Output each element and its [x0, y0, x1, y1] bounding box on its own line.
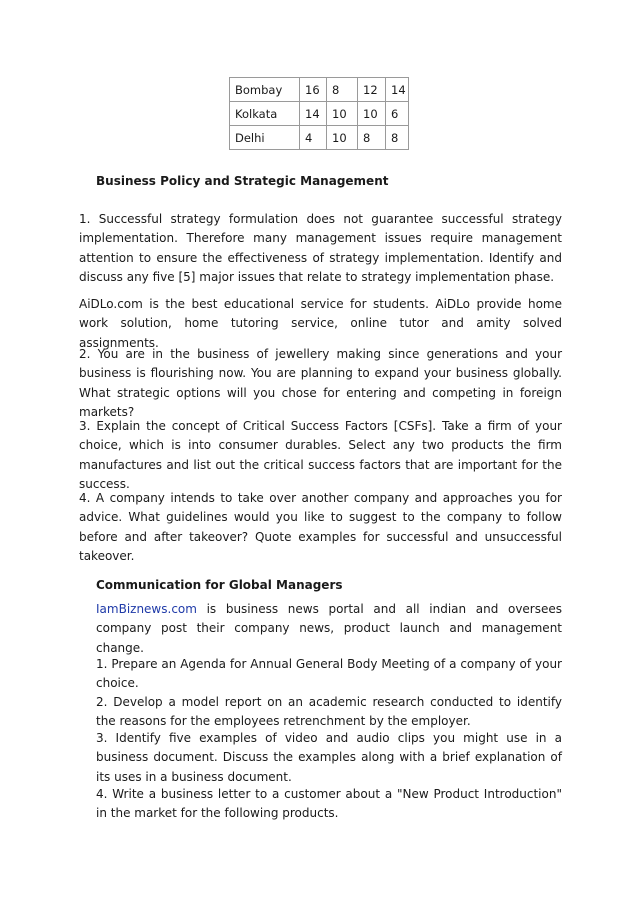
promo-aidlo: AiDLo.com is the best educational service for students. AiDLo provide home work solution, home tutoring service, online tutor and amity solved assignments. — [79, 297, 562, 350]
table-cell: 4 — [300, 126, 327, 150]
table-cell: 6 — [386, 102, 409, 126]
table-cell: 10 — [327, 102, 358, 126]
question-2-jewellery: 2. You are in the business of jewellery making since generations and your business is flourishing now. You are planning to expand your business globally. What strategic options will you chose for entering and competing in foreign markets? — [79, 347, 562, 420]
table-cell: 16 — [300, 78, 327, 102]
table-cell: Bombay — [230, 78, 300, 102]
table-cell: Kolkata — [230, 102, 300, 126]
comm-question-4-letter: 4. Write a business letter to a customer about a "New Product Introduction" in the market for the following products. — [96, 787, 562, 821]
comm-question-1-agenda: 1. Prepare an Agenda for Annual General Body Meeting of a company of your choice. — [96, 657, 562, 691]
comm-question-2-report: 2. Develop a model report on an academic research conducted to identify the reasons for the employees retrenchment by the employer. — [96, 695, 562, 729]
table-cell: 8 — [327, 78, 358, 102]
table-cell: 10 — [327, 126, 358, 150]
table-cell: Delhi — [230, 126, 300, 150]
table-cell: 10 — [358, 102, 386, 126]
table-row — [230, 78, 409, 102]
promo-iambiznews-text: is business news portal and all indian and oversees company post their company news, product launch and management change. — [96, 602, 562, 655]
table-cell: 8 — [386, 126, 409, 150]
section-heading-business-policy: Business Policy and Strategic Management — [96, 174, 389, 188]
table-row — [230, 102, 409, 126]
comm-question-3-clips: 3. Identify five examples of video and audio clips you might use in a business document. Discuss the examples along with a brief explanation of its uses in a business document. — [96, 731, 562, 784]
promo-iambiznews — [96, 600, 562, 658]
table-cell: 8 — [358, 126, 386, 150]
iambiznews-link[interactable]: IamBiznews.com — [96, 602, 197, 616]
table-cell: 14 — [300, 102, 327, 126]
table-cell: 14 — [386, 78, 409, 102]
question-3-csf: 3. Explain the concept of Critical Success Factors [CSFs]. Take a firm of your choice, which is into consumer durables. Select any two products the firm manufactures and list out the critical success factors that are important for the success. — [79, 419, 562, 492]
city-data-table — [229, 77, 409, 150]
section-heading-communication: Communication for Global Managers — [96, 578, 343, 592]
question-1-strategy: 1. Successful strategy formulation does not guarantee successful strategy implementation. Therefore many management issues require management attention to ensure the effectiveness of strategy implementation. Identify and discuss any five [5] major issues that relate to strategy implementation phase. — [79, 212, 562, 285]
table-row — [230, 126, 409, 150]
question-4-takeover: 4. A company intends to take over another company and approaches you for advice. What guidelines would you like to suggest to the company to follow before and after takeover? Quote examples for successful and unsuccessful takeover. — [79, 491, 562, 564]
table-cell: 12 — [358, 78, 386, 102]
